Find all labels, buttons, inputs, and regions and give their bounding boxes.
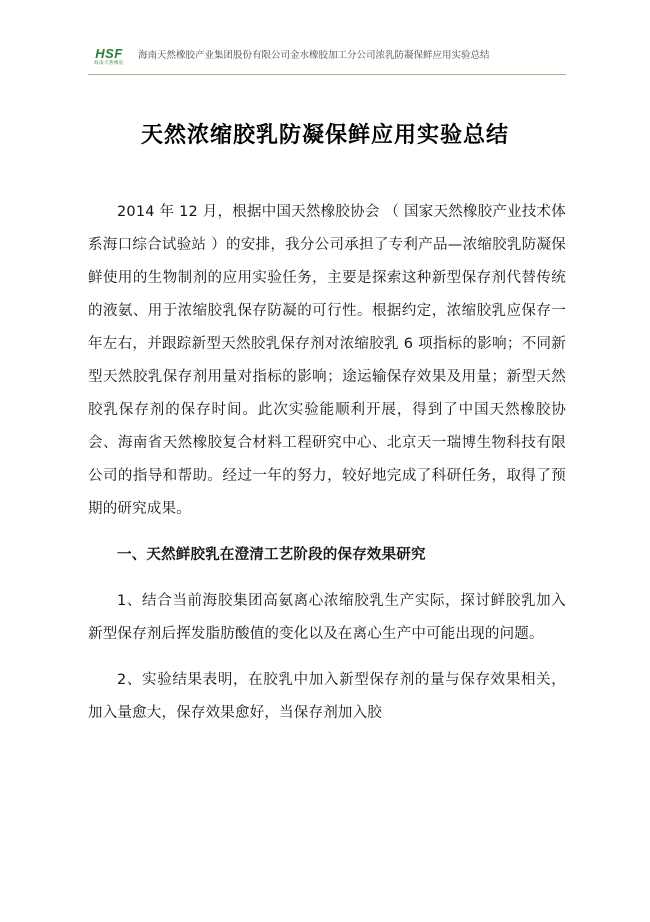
company-logo: [88, 44, 130, 68]
paragraph-1: 2014 年 12 月，根据中国天然橡胶协会 （ 国家天然橡胶产业技术体系海口综合试验站 ）的安排，我分公司承担了专利产品—浓缩胶乳防凝保鲜使用的生物制剂的应用实验任务，主要是探索这种新型保存剂代替传统的液氨、用于浓缩胶乳保存防凝的可行性。根据约定，浓缩胶乳应保存一年左右，并跟踪新型天然胶乳保存剂对浓缩胶乳 6 项指标的影响；不同新型天然胶乳保存剂用量对指标的影响；途运输保存效果及用量；新型天然胶乳保存剂的保存时间。此次实验能顺利开展，得到了中国天然橡胶协会、海南省天然橡胶复合材料工程研究中心、北京天一瑞博生物科技有限公司的指导和帮助。经过一年的努力，较好地完成了科研任务，取得了预期的研究成果。: [88, 204, 566, 517]
paragraph-2: 1、结合当前海胶集团高氨离心浓缩胶乳生产实际，探讨鲜胶乳加入新型保存剂后挥发脂肪酸值的变化以及在离心生产中可能出现的问题。: [88, 593, 566, 642]
logo-initials: HSF: [95, 45, 123, 61]
page-title: 天然浓缩胶乳防凝保鲜应用实验总结: [140, 123, 509, 148]
section-heading-1: 一、天然鲜胶乳在澄清工艺阶段的保存效果研究: [117, 547, 426, 563]
paragraph-3: 2、实验结果表明，在胶乳中加入新型保存剂的量与保存效果相关，加入量愈大，保存效果愈好，当保存剂加入胶: [88, 672, 566, 721]
page-header: [88, 44, 566, 75]
header-title-text: 海南天然橡胶产业集团股份有限公司金水橡胶加工分公司浓乳防凝保鲜应用实验总结: [138, 50, 490, 62]
document-body: [88, 196, 566, 730]
logo-subtitle: 海南天然橡胶: [94, 59, 124, 65]
